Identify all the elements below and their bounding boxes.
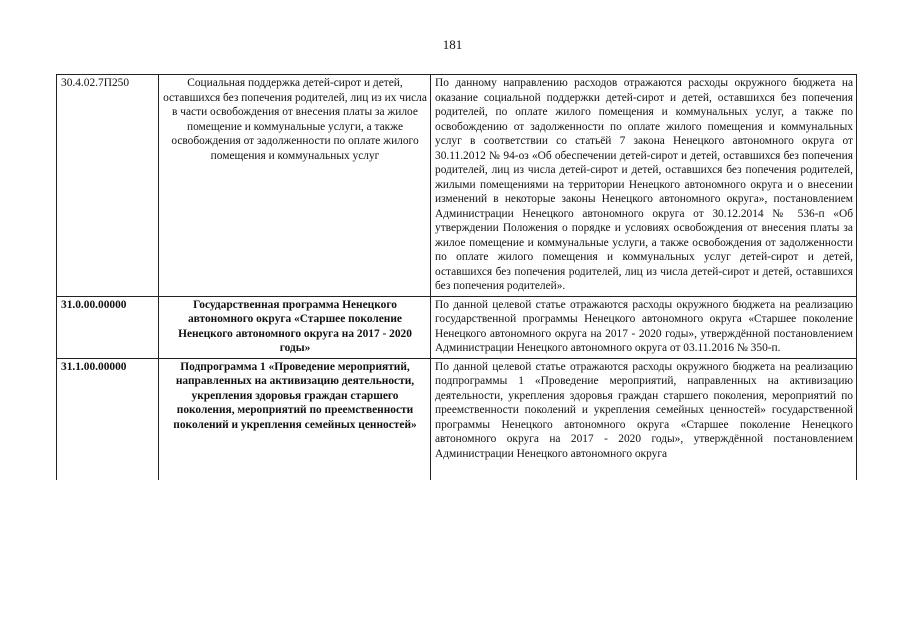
budget-classification-table	[56, 74, 857, 480]
table-row	[57, 296, 857, 358]
row-code: 31.1.00.00000	[57, 358, 159, 480]
row-description: По данному направлению расходов отражаются расходы окружного бюджета на оказание социальной поддержки детей-сирот и детей, оставшихся без попечения родителей, по оплате жилого помещения и коммунальных услуг, а также по освобождению от задолженности по оплате жилого помещения и коммунальных услуг в соответствии со статьёй 7 закона Ненецкого автономного округа от 30.11.2012 № 94-оз «Об обеспечении детей-сирот и детей, оставшихся без попечения родителей, лиц из числа детей-сирот и детей, оставшихся без попечения родителей, жилыми помещениями на территории Ненецкого автономного округа и о внесении изменений в некоторые законы Ненецкого автономного округа», постановлением Администрации Ненецкого автономного округа от 30.12.2014 № 536-п «Об утверждении Положения о порядке и условиях освобождения от внесения платы за жилое помещение и коммунальные услуги, а также освобождения от задолженности по оплате жилого помещения и коммунальных услуг детей-сирот и детей, оставшихся без попечения родителей, лиц из числа детей-сирот и детей, оставшихся без попечения родителей».	[431, 75, 857, 297]
row-code: 31.0.00.00000	[57, 296, 159, 358]
row-code: 30.4.02.7П250	[57, 75, 159, 297]
row-description: По данной целевой статье отражаются расходы окружного бюджета на реализацию подпрограммы 1 «Проведение мероприятий, направленных на активизацию деятельности, укрепления здоровья граждан старшего поколения, мероприятий по преемственности поколений и укрепления семейных ценностей» государственной программы Ненецкого автономного округа «Старшее поколение Ненецкого автономного округа на 2017 - 2020 годы», утверждённой постановлением Администрации Ненецкого автономного округа	[435, 360, 853, 460]
row-name: Подпрограмма 1 «Проведение мероприятий, направленных на активизацию деятельности, укрепления здоровья граждан старшего поколения, мероприятий по преемственности поколений и укрепления семейных ценностей»	[159, 358, 431, 480]
row-description: По данной целевой статье отражаются расходы окружного бюджета на реализацию государственной программы Ненецкого автономного округа «Старшее поколение Ненецкого автономного округа на 2017 - 2020 годы», утверждённой постановлением Администрации Ненецкого автономного округа от 03.11.2016 № 350-п.	[431, 296, 857, 358]
page-number: 181	[442, 37, 463, 52]
row-name: Социальная поддержка детей-сирот и детей, оставшихся без попечения родителей, лиц из их числа в части освобождения от внесения платы за жилое помещение и коммунальные услуги, а также освобождения от задолженности по оплате жилого помещения и коммунальных услуг	[159, 75, 431, 297]
table-row	[57, 358, 857, 480]
row-description-cell	[431, 358, 857, 480]
table-row	[57, 75, 857, 297]
row-name: Государственная программа Ненецкого автономного округа «Старшее поколение Ненецкого автономного округа на 2017 - 2020 годы»	[159, 296, 431, 358]
